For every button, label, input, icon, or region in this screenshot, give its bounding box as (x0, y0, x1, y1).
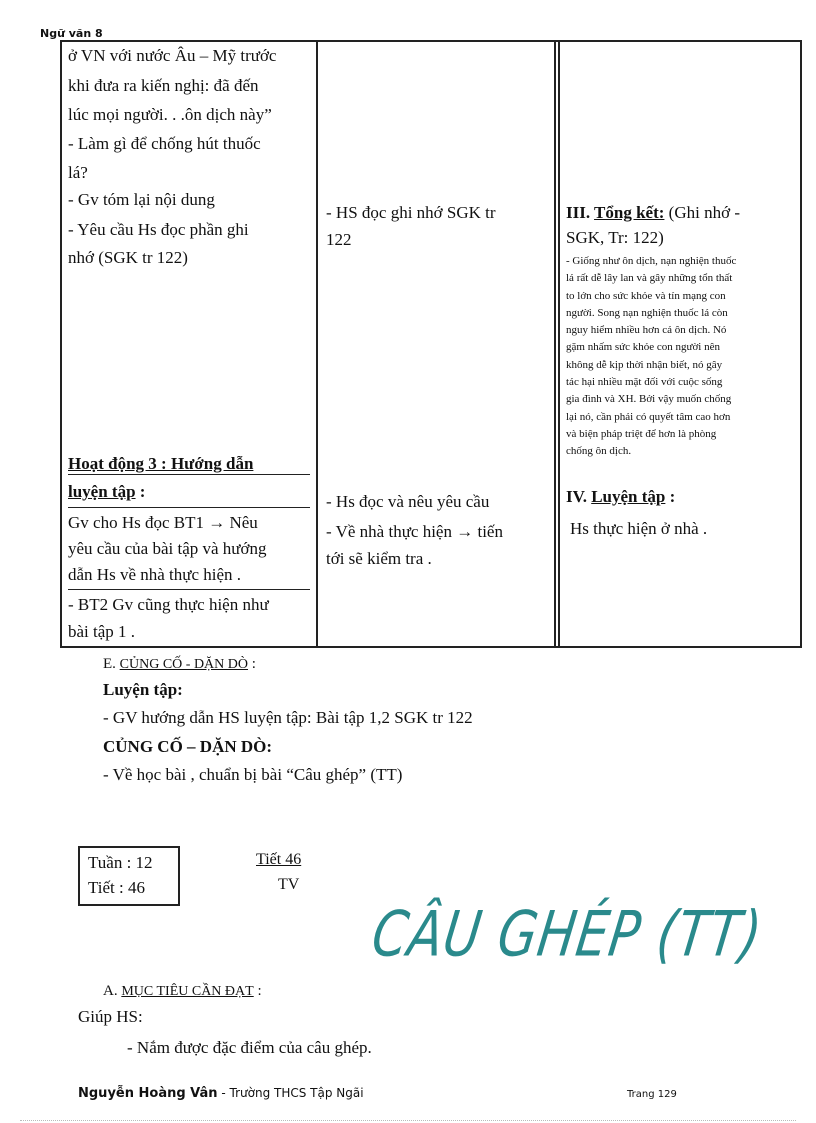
section-e-colon: : (248, 656, 256, 672)
summary-note-line: to lớn cho sức khỏe và tín mạng con (566, 289, 726, 302)
summary-title-rest: (Ghi nhớ - (664, 203, 740, 222)
teacher-text-line: dẫn Hs về nhà thực hiện . (68, 565, 242, 584)
summary-title: Tổng kết: (594, 203, 665, 222)
summary-note-line: không dễ kịp thời nhận biết, nó gây (566, 358, 723, 371)
summary-note-line: lại nó, cần phải có quyết tâm cao hơn (566, 410, 731, 423)
section-e-title: CỦNG CỐ - DẶN DÒ (119, 657, 249, 672)
section-a-title: MỤC TIÊU CẦN ĐẠT (121, 984, 254, 999)
teacher-text-line: nhớ (SGK tr 122) (68, 248, 188, 267)
summary-note (566, 253, 792, 461)
summary-note-line: tác hại nhiều mặt đối với cuộc sống (566, 376, 723, 389)
summary-note-line: chống ôn dịch. (566, 445, 632, 458)
practice-title: Luyện tập (591, 487, 666, 506)
footer-school: - Trường THCS Tập Ngãi (217, 1086, 364, 1100)
practice-text: Hs thực hiện ở nhà . (570, 519, 708, 538)
footer-page-number: Trang 129 (627, 1089, 677, 1100)
teacher-text-line: - BT2 Gv cũng thực hiện như (68, 595, 269, 614)
period-label: Tiết : 46 (88, 878, 146, 897)
teacher-text-line: lá? (68, 163, 88, 182)
summary-note-line: người. Song nạn nghiện thuốc lá còn (566, 306, 728, 319)
summary-note-line: lá rất dễ lây lan và gây những tổn thất (566, 272, 733, 285)
student-activity-column (320, 42, 556, 646)
section-e-heading (103, 652, 256, 677)
lesson-type: TV (278, 876, 300, 893)
activity-3-colon: : (135, 482, 146, 501)
consolidate-instruction: - Về học bài , chuẩn bị bài “Câu ghép” (TT) (103, 765, 403, 784)
activity-divider (68, 507, 310, 508)
section-e-letter: E. (103, 656, 120, 672)
activity-3-title-line1: Hoạt động 3 : Hướng dẫn (68, 454, 254, 473)
summary-note-line: - Giống như ôn dịch, nạn nghiện thuốc (566, 255, 737, 267)
teacher-text-line: Gv cho Hs đọc BT1 → Nêu (68, 513, 258, 532)
student-text-line: - HS đọc ghi nhớ SGK tr (326, 203, 496, 222)
consolidate-label: CỦNG CỐ – DẶN DÒ: (103, 737, 273, 756)
summary-note-line: gia đình và XH. Bởi vậy muốn chống (566, 393, 732, 406)
footer-author: Nguyễn Hoàng Vân (78, 1086, 218, 1101)
teacher-text-line: yêu cầu của bài tập và hướng (68, 539, 267, 558)
section-a-heading (103, 979, 262, 1004)
section-a-letter: A. (103, 983, 122, 999)
lesson-week-box (78, 846, 180, 906)
teacher-text-line: ở VN với nước Âu – Mỹ trước (68, 46, 277, 65)
summary-heading-line2: SGK, Tr: 122) (566, 228, 664, 247)
practice-number: IV. (566, 487, 592, 506)
teacher-text-line: - Làm gì để chống hút thuốc (68, 134, 261, 153)
teacher-text-line: bài tập 1 . (68, 622, 136, 641)
activity-divider (68, 474, 310, 475)
student-text-line: - Về nhà thực hiện → tiến (326, 522, 503, 541)
page-bottom-border (20, 1120, 796, 1121)
objective-item: - Nắm được đặc điểm của câu ghép. (127, 1038, 372, 1057)
teacher-text-line: khi đưa ra kiến nghị: đã đến (68, 76, 259, 95)
page-header-subject: Ngữ văn 8 (40, 27, 103, 40)
objective-intro: Giúp HS: (78, 1007, 143, 1026)
teacher-text-line: lúc mọi người. . .ôn dịch này” (68, 105, 272, 124)
activity-3-title-line2: luyện tập (68, 482, 136, 501)
section-a-colon: : (253, 983, 262, 999)
footer-author-line (78, 1086, 364, 1101)
practice-instruction: - GV hướng dẫn HS luyện tập: Bài tập 1,2 SGK tr 122 (103, 708, 473, 727)
student-text-line: 122 (326, 230, 352, 249)
teacher-text-line: - Gv tóm lại nội dung (68, 190, 215, 209)
lesson-title: CÂU GHÉP (TT) (367, 898, 767, 971)
student-text-line: tới sẽ kiểm tra . (326, 549, 432, 568)
summary-number: III. (566, 203, 595, 222)
activity-divider (68, 589, 310, 590)
activity-3-subtitle (68, 478, 145, 506)
summary-heading (566, 199, 740, 227)
lesson-period: Tiết 46 (256, 851, 302, 868)
summary-note-line: nguy hiểm nhiều hơn cả ôn dịch. Nó (566, 324, 727, 337)
summary-note-line: và biện pháp triệt để hơn là phòng (566, 427, 717, 440)
teacher-text-line: - Yêu cầu Hs đọc phần ghi (68, 220, 249, 239)
practice-label: Luyện tập: (103, 680, 183, 699)
practice-colon: : (665, 487, 676, 506)
week-label: Tuần : 12 (88, 853, 153, 872)
teacher-activity-column (62, 42, 318, 646)
lesson-table (60, 40, 802, 648)
student-text-line: - Hs đọc và nêu yêu cầu (326, 492, 490, 511)
content-column (558, 42, 800, 646)
summary-note-line: gặm nhấm sức khỏe con người nên (566, 341, 720, 354)
practice-heading (566, 483, 675, 511)
